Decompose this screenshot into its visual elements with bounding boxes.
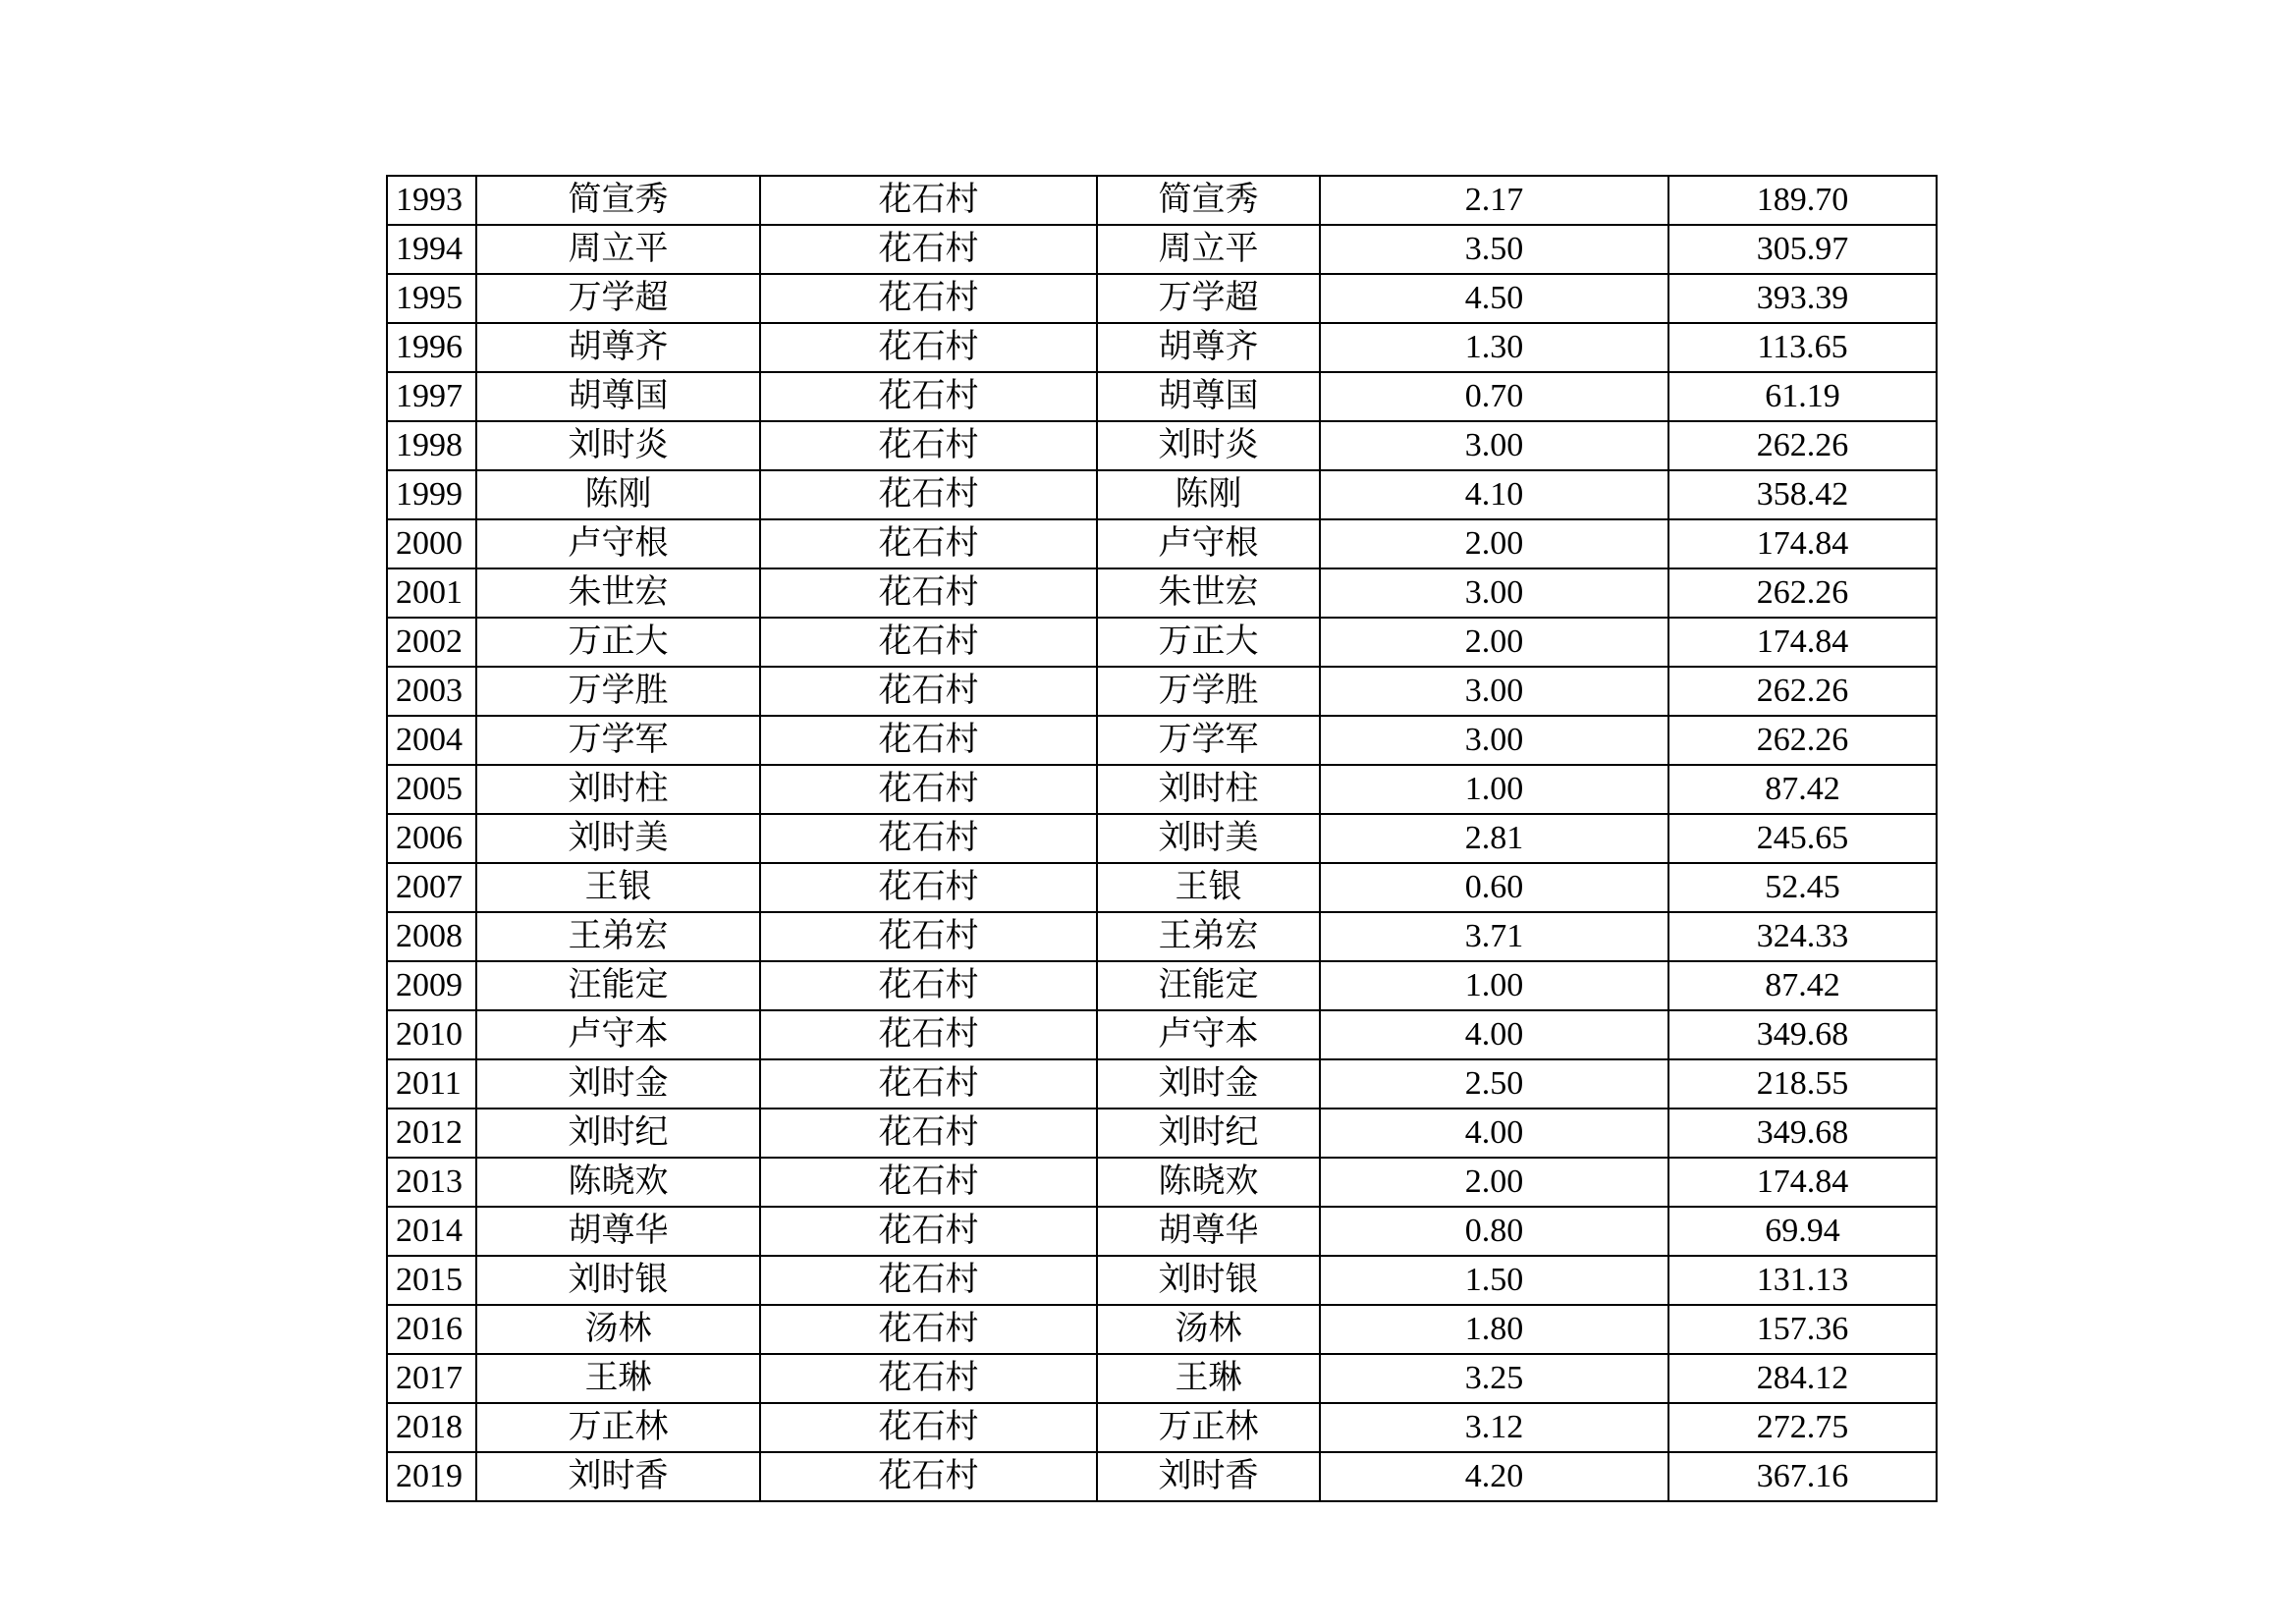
cell-serial-number: 2006 xyxy=(387,814,476,863)
cell-area: 3.25 xyxy=(1320,1354,1668,1403)
cell-village: 花石村 xyxy=(760,323,1097,372)
cell-serial-number: 2012 xyxy=(387,1109,476,1158)
cell-area: 3.00 xyxy=(1320,568,1668,618)
cell-village: 花石村 xyxy=(760,961,1097,1010)
table-row xyxy=(387,618,1937,667)
cell-amount: 284.12 xyxy=(1668,1354,1937,1403)
cell-area: 3.71 xyxy=(1320,912,1668,961)
cell-village: 花石村 xyxy=(760,1207,1097,1256)
cell-area: 1.80 xyxy=(1320,1305,1668,1354)
cell-serial-number: 2007 xyxy=(387,863,476,912)
cell-amount: 305.97 xyxy=(1668,225,1937,274)
cell-amount: 131.13 xyxy=(1668,1256,1937,1305)
cell-area: 2.00 xyxy=(1320,618,1668,667)
cell-amount: 262.26 xyxy=(1668,568,1937,618)
cell-payee-name: 周立平 xyxy=(1097,225,1320,274)
cell-serial-number: 2000 xyxy=(387,519,476,568)
table-row xyxy=(387,372,1937,421)
cell-payee-name: 刘时银 xyxy=(1097,1256,1320,1305)
cell-serial-number: 1996 xyxy=(387,323,476,372)
cell-village: 花石村 xyxy=(760,667,1097,716)
cell-serial-number: 2010 xyxy=(387,1010,476,1059)
cell-payee-name: 卢守根 xyxy=(1097,519,1320,568)
cell-household-name: 朱世宏 xyxy=(476,568,760,618)
cell-village: 花石村 xyxy=(760,372,1097,421)
cell-area: 2.81 xyxy=(1320,814,1668,863)
cell-serial-number: 2002 xyxy=(387,618,476,667)
cell-payee-name: 刘时炎 xyxy=(1097,421,1320,470)
cell-area: 2.00 xyxy=(1320,1158,1668,1207)
table-row xyxy=(387,1305,1937,1354)
table-row xyxy=(387,323,1937,372)
cell-household-name: 陈晓欢 xyxy=(476,1158,760,1207)
cell-amount: 52.45 xyxy=(1668,863,1937,912)
cell-household-name: 刘时美 xyxy=(476,814,760,863)
cell-household-name: 万正大 xyxy=(476,618,760,667)
cell-payee-name: 刘时美 xyxy=(1097,814,1320,863)
table-row xyxy=(387,912,1937,961)
cell-village: 花石村 xyxy=(760,716,1097,765)
cell-serial-number: 1999 xyxy=(387,470,476,519)
cell-village: 花石村 xyxy=(760,519,1097,568)
cell-payee-name: 汪能定 xyxy=(1097,961,1320,1010)
cell-household-name: 万学超 xyxy=(476,274,760,323)
cell-area: 3.12 xyxy=(1320,1403,1668,1452)
cell-household-name: 简宣秀 xyxy=(476,176,760,225)
cell-household-name: 刘时银 xyxy=(476,1256,760,1305)
cell-village: 花石村 xyxy=(760,1256,1097,1305)
cell-payee-name: 万正大 xyxy=(1097,618,1320,667)
cell-village: 花石村 xyxy=(760,225,1097,274)
cell-household-name: 王银 xyxy=(476,863,760,912)
cell-payee-name: 刘时金 xyxy=(1097,1059,1320,1109)
cell-household-name: 万学胜 xyxy=(476,667,760,716)
cell-area: 3.00 xyxy=(1320,421,1668,470)
cell-household-name: 刘时纪 xyxy=(476,1109,760,1158)
cell-household-name: 胡尊国 xyxy=(476,372,760,421)
cell-amount: 113.65 xyxy=(1668,323,1937,372)
cell-serial-number: 1994 xyxy=(387,225,476,274)
table-row xyxy=(387,863,1937,912)
cell-village: 花石村 xyxy=(760,863,1097,912)
cell-payee-name: 陈晓欢 xyxy=(1097,1158,1320,1207)
cell-amount: 367.16 xyxy=(1668,1452,1937,1501)
cell-area: 3.00 xyxy=(1320,667,1668,716)
cell-payee-name: 胡尊国 xyxy=(1097,372,1320,421)
cell-amount: 262.26 xyxy=(1668,716,1937,765)
cell-area: 1.30 xyxy=(1320,323,1668,372)
cell-area: 4.00 xyxy=(1320,1010,1668,1059)
cell-village: 花石村 xyxy=(760,1354,1097,1403)
cell-village: 花石村 xyxy=(760,765,1097,814)
table-body xyxy=(387,176,1937,1501)
cell-serial-number: 2019 xyxy=(387,1452,476,1501)
table-row xyxy=(387,274,1937,323)
table-row xyxy=(387,1158,1937,1207)
cell-village: 花石村 xyxy=(760,568,1097,618)
cell-payee-name: 朱世宏 xyxy=(1097,568,1320,618)
table-row xyxy=(387,667,1937,716)
cell-serial-number: 2008 xyxy=(387,912,476,961)
table-row xyxy=(387,1109,1937,1158)
cell-serial-number: 2017 xyxy=(387,1354,476,1403)
cell-area: 2.17 xyxy=(1320,176,1668,225)
cell-amount: 87.42 xyxy=(1668,961,1937,1010)
subsidy-table xyxy=(386,175,1938,1502)
cell-payee-name: 简宣秀 xyxy=(1097,176,1320,225)
cell-amount: 393.39 xyxy=(1668,274,1937,323)
cell-payee-name: 卢守本 xyxy=(1097,1010,1320,1059)
cell-village: 花石村 xyxy=(760,1059,1097,1109)
cell-household-name: 陈刚 xyxy=(476,470,760,519)
cell-household-name: 周立平 xyxy=(476,225,760,274)
cell-village: 花石村 xyxy=(760,1158,1097,1207)
cell-payee-name: 刘时香 xyxy=(1097,1452,1320,1501)
cell-area: 4.00 xyxy=(1320,1109,1668,1158)
cell-area: 0.60 xyxy=(1320,863,1668,912)
cell-amount: 358.42 xyxy=(1668,470,1937,519)
cell-amount: 262.26 xyxy=(1668,421,1937,470)
cell-household-name: 汪能定 xyxy=(476,961,760,1010)
cell-area: 4.10 xyxy=(1320,470,1668,519)
cell-area: 0.80 xyxy=(1320,1207,1668,1256)
cell-amount: 272.75 xyxy=(1668,1403,1937,1452)
cell-amount: 174.84 xyxy=(1668,618,1937,667)
table-row xyxy=(387,225,1937,274)
cell-payee-name: 万学超 xyxy=(1097,274,1320,323)
cell-payee-name: 陈刚 xyxy=(1097,470,1320,519)
cell-village: 花石村 xyxy=(760,912,1097,961)
cell-payee-name: 王弟宏 xyxy=(1097,912,1320,961)
cell-amount: 174.84 xyxy=(1668,1158,1937,1207)
cell-payee-name: 刘时柱 xyxy=(1097,765,1320,814)
cell-amount: 174.84 xyxy=(1668,519,1937,568)
cell-payee-name: 王银 xyxy=(1097,863,1320,912)
cell-area: 4.20 xyxy=(1320,1452,1668,1501)
cell-village: 花石村 xyxy=(760,1010,1097,1059)
cell-household-name: 胡尊齐 xyxy=(476,323,760,372)
table-row xyxy=(387,1207,1937,1256)
cell-village: 花石村 xyxy=(760,814,1097,863)
cell-serial-number: 2015 xyxy=(387,1256,476,1305)
cell-area: 1.00 xyxy=(1320,961,1668,1010)
cell-amount: 262.26 xyxy=(1668,667,1937,716)
cell-village: 花石村 xyxy=(760,1109,1097,1158)
cell-payee-name: 胡尊华 xyxy=(1097,1207,1320,1256)
table-row xyxy=(387,1354,1937,1403)
cell-payee-name: 胡尊齐 xyxy=(1097,323,1320,372)
cell-village: 花石村 xyxy=(760,1452,1097,1501)
table-row xyxy=(387,1256,1937,1305)
table-row xyxy=(387,568,1937,618)
cell-serial-number: 2009 xyxy=(387,961,476,1010)
cell-household-name: 万学军 xyxy=(476,716,760,765)
table-row xyxy=(387,470,1937,519)
cell-payee-name: 万学军 xyxy=(1097,716,1320,765)
cell-serial-number: 1997 xyxy=(387,372,476,421)
table-row xyxy=(387,716,1937,765)
cell-serial-number: 1998 xyxy=(387,421,476,470)
cell-amount: 349.68 xyxy=(1668,1109,1937,1158)
table-row xyxy=(387,176,1937,225)
cell-village: 花石村 xyxy=(760,1305,1097,1354)
table-row xyxy=(387,1010,1937,1059)
cell-payee-name: 汤林 xyxy=(1097,1305,1320,1354)
cell-amount: 189.70 xyxy=(1668,176,1937,225)
cell-serial-number: 2018 xyxy=(387,1403,476,1452)
cell-serial-number: 2011 xyxy=(387,1059,476,1109)
table-row xyxy=(387,1403,1937,1452)
cell-serial-number: 1993 xyxy=(387,176,476,225)
cell-payee-name: 王琳 xyxy=(1097,1354,1320,1403)
cell-amount: 245.65 xyxy=(1668,814,1937,863)
cell-serial-number: 1995 xyxy=(387,274,476,323)
cell-serial-number: 2014 xyxy=(387,1207,476,1256)
cell-household-name: 刘时柱 xyxy=(476,765,760,814)
cell-amount: 349.68 xyxy=(1668,1010,1937,1059)
table-row xyxy=(387,1059,1937,1109)
cell-household-name: 卢守本 xyxy=(476,1010,760,1059)
table-row xyxy=(387,961,1937,1010)
table-row xyxy=(387,421,1937,470)
cell-household-name: 刘时炎 xyxy=(476,421,760,470)
cell-area: 2.50 xyxy=(1320,1059,1668,1109)
cell-village: 花石村 xyxy=(760,176,1097,225)
cell-area: 1.00 xyxy=(1320,765,1668,814)
cell-area: 3.00 xyxy=(1320,716,1668,765)
table-row xyxy=(387,765,1937,814)
cell-amount: 61.19 xyxy=(1668,372,1937,421)
cell-amount: 69.94 xyxy=(1668,1207,1937,1256)
cell-serial-number: 2001 xyxy=(387,568,476,618)
cell-household-name: 汤林 xyxy=(476,1305,760,1354)
cell-payee-name: 刘时纪 xyxy=(1097,1109,1320,1158)
cell-area: 0.70 xyxy=(1320,372,1668,421)
cell-serial-number: 2016 xyxy=(387,1305,476,1354)
table-row xyxy=(387,814,1937,863)
cell-area: 2.00 xyxy=(1320,519,1668,568)
cell-village: 花石村 xyxy=(760,421,1097,470)
cell-household-name: 刘时金 xyxy=(476,1059,760,1109)
cell-village: 花石村 xyxy=(760,470,1097,519)
cell-area: 1.50 xyxy=(1320,1256,1668,1305)
cell-household-name: 王琳 xyxy=(476,1354,760,1403)
cell-payee-name: 万学胜 xyxy=(1097,667,1320,716)
cell-amount: 324.33 xyxy=(1668,912,1937,961)
cell-household-name: 刘时香 xyxy=(476,1452,760,1501)
cell-serial-number: 2004 xyxy=(387,716,476,765)
cell-village: 花石村 xyxy=(760,618,1097,667)
cell-amount: 218.55 xyxy=(1668,1059,1937,1109)
cell-household-name: 胡尊华 xyxy=(476,1207,760,1256)
cell-area: 3.50 xyxy=(1320,225,1668,274)
cell-area: 4.50 xyxy=(1320,274,1668,323)
cell-payee-name: 万正林 xyxy=(1097,1403,1320,1452)
cell-serial-number: 2013 xyxy=(387,1158,476,1207)
cell-serial-number: 2003 xyxy=(387,667,476,716)
cell-village: 花石村 xyxy=(760,274,1097,323)
cell-amount: 157.36 xyxy=(1668,1305,1937,1354)
cell-village: 花石村 xyxy=(760,1403,1097,1452)
cell-serial-number: 2005 xyxy=(387,765,476,814)
table-row xyxy=(387,1452,1937,1501)
cell-household-name: 万正林 xyxy=(476,1403,760,1452)
table-row xyxy=(387,519,1937,568)
cell-household-name: 王弟宏 xyxy=(476,912,760,961)
cell-household-name: 卢守根 xyxy=(476,519,760,568)
cell-amount: 87.42 xyxy=(1668,765,1937,814)
